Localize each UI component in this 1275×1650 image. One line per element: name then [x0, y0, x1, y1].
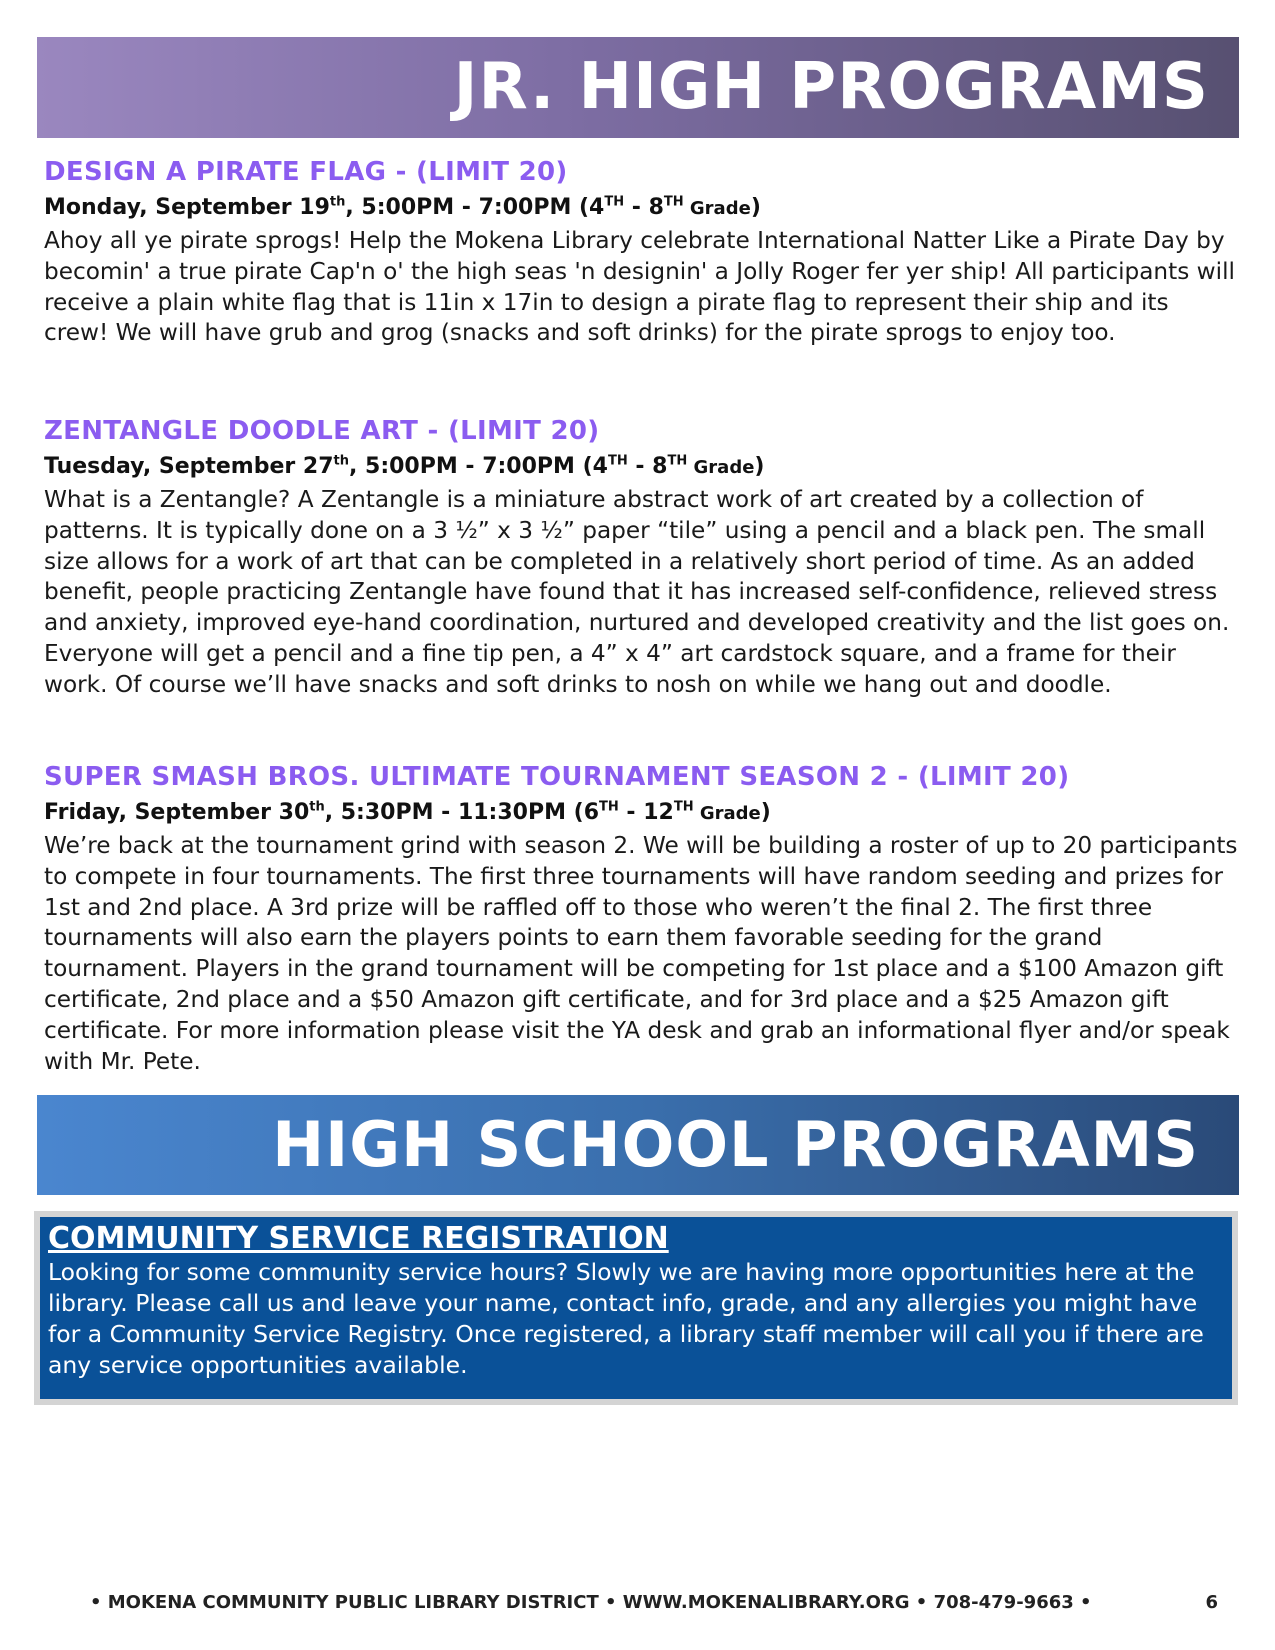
program-pirate-flag — [44, 155, 1239, 349]
program-zentangle — [44, 414, 1239, 701]
program-date: , September 27 — [142, 454, 334, 479]
program-schedule — [44, 452, 1239, 483]
program-title: ZENTANGLE DOODLE ART - (LIMIT 20) — [44, 416, 600, 446]
page-number: 6 — [1205, 1592, 1218, 1613]
program-day: Tuesday — [44, 454, 143, 479]
high-school-banner — [37, 1095, 1239, 1195]
program-grade-from-suffix: TH — [599, 799, 619, 815]
program-grade-mid: - 8 — [624, 195, 664, 220]
program-day: Monday — [44, 195, 140, 220]
program-time: , 5:30PM - 11:30PM — [324, 800, 566, 825]
program-grade-close: ) — [760, 800, 771, 825]
program-schedule — [44, 798, 1239, 829]
page-footer — [90, 1590, 1240, 1616]
program-grade-to-suffix: TH — [673, 799, 694, 815]
program-day: Friday — [44, 800, 119, 825]
program-description: Ahoy all ye pirate sprogs! Help the Mokena Library celebrate International Natter Like a Pirate Day by becomin' a true pirate Cap'n o' the high seas 'n designin' a Jolly Roger fer yer ship! All participants will receive a plain white flag that is 11in x 17in to design a pirate flag to represent their ship and its crew! We will have grub and grog (snacks and soft drinks) for the pirate sprogs to enjoy too. — [44, 227, 1235, 347]
program-grade-to-suffix: TH — [667, 453, 688, 469]
program-schedule — [44, 193, 1239, 224]
footer-contact-line: • MOKENA COMMUNITY PUBLIC LIBRARY DISTRICT • WWW.MOKENALIBRARY.ORG • 708-479-9663 • — [90, 1592, 1092, 1613]
program-description: We’re back at the tournament grind with season 2. We will be building a roster of up to 20 participants to compete in four tournaments. The first three tournaments will have random seeding and prizes for 1st and 2nd place. A 3rd prize will be raffled off to those who weren’t the final 2. The first three tournaments will also earn the players points to earn them favorable seeding for the grand tournament. Players in the grand tournament will be competing for 1st place and a $100 Amazon gift certificate, 2nd place and a $50 Amazon gift certificate, and for 3rd place and a $25 Amazon gift certificate. For more information please visit the YA desk and grab an informational flyer and/or speak with Mr. Pete. — [44, 832, 1238, 1075]
program-grade-mid: - 8 — [627, 454, 668, 479]
program-grade-word: Grade — [683, 198, 751, 219]
program-date-suffix: th — [309, 799, 325, 815]
community-service-description: Looking for some community service hours? Slowly we are having more opportunities here at the library. Please call us and leave your name, contact info, grade, and any allergies you might have for a Community Service Registry. Once registered, a library staff member will call you if there are any service opportunities available. — [48, 1258, 1204, 1379]
jr-high-banner — [37, 37, 1239, 138]
program-date-suffix: th — [329, 194, 346, 210]
program-description: What is a Zentangle? A Zentangle is a miniature abstract work of art created by a collection of patterns. It is typically done on a 3 ½” x 3 ½” paper “tile” using a pencil and a black pen. The small size allows for a work of art that can be completed in a relatively short period of time. As an added benefit, people practicing Zentangle have found that it has increased self-confidence, relieved stress and anxiety, improved eye-hand coordination, nurtured and developed creativity and the list goes on. Everyone will get a pencil and a fine tip pen, a 4” x 4” art cardstock square, and a frame for their work. Of course we’ll have snacks and soft drinks to nosh on while we hang out and doodle. — [44, 486, 1230, 698]
program-date: , September 30 — [118, 800, 310, 825]
program-grade-word: Grade — [693, 803, 761, 824]
program-grade-close: ) — [750, 195, 761, 220]
program-grade-open: (6 — [565, 800, 600, 825]
program-grade-word: Grade — [687, 457, 755, 478]
program-grade-from-suffix: TH — [607, 453, 628, 469]
program-title: DESIGN A PIRATE FLAG - (LIMIT 20) — [44, 157, 568, 187]
program-date: , September 19 — [139, 195, 330, 220]
program-grade-to-suffix: TH — [663, 194, 684, 210]
program-grade-from-suffix: TH — [604, 194, 625, 210]
community-service-panel — [40, 1217, 1232, 1399]
program-date-suffix: th — [333, 453, 349, 469]
program-grade-close: ) — [754, 454, 765, 479]
program-time: , 5:00PM - 7:00PM — [349, 454, 575, 479]
program-time: , 5:00PM - 7:00PM — [345, 195, 572, 220]
program-smash-bros — [44, 760, 1239, 1077]
program-title: SUPER SMASH BROS. ULTIMATE TOURNAMENT SEASON 2 - (LIMIT 20) — [44, 762, 1070, 792]
jr-high-banner-title: JR. HIGH PROGRAMS — [453, 50, 1209, 124]
community-service-box — [34, 1211, 1238, 1405]
high-school-banner-title: HIGH SCHOOL PROGRAMS — [272, 1108, 1199, 1181]
community-service-title: COMMUNITY SERVICE REGISTRATION — [48, 1221, 669, 1256]
program-grade-open: (4 — [574, 454, 608, 479]
program-grade-mid: - 12 — [618, 800, 674, 825]
program-grade-open: (4 — [571, 195, 605, 220]
